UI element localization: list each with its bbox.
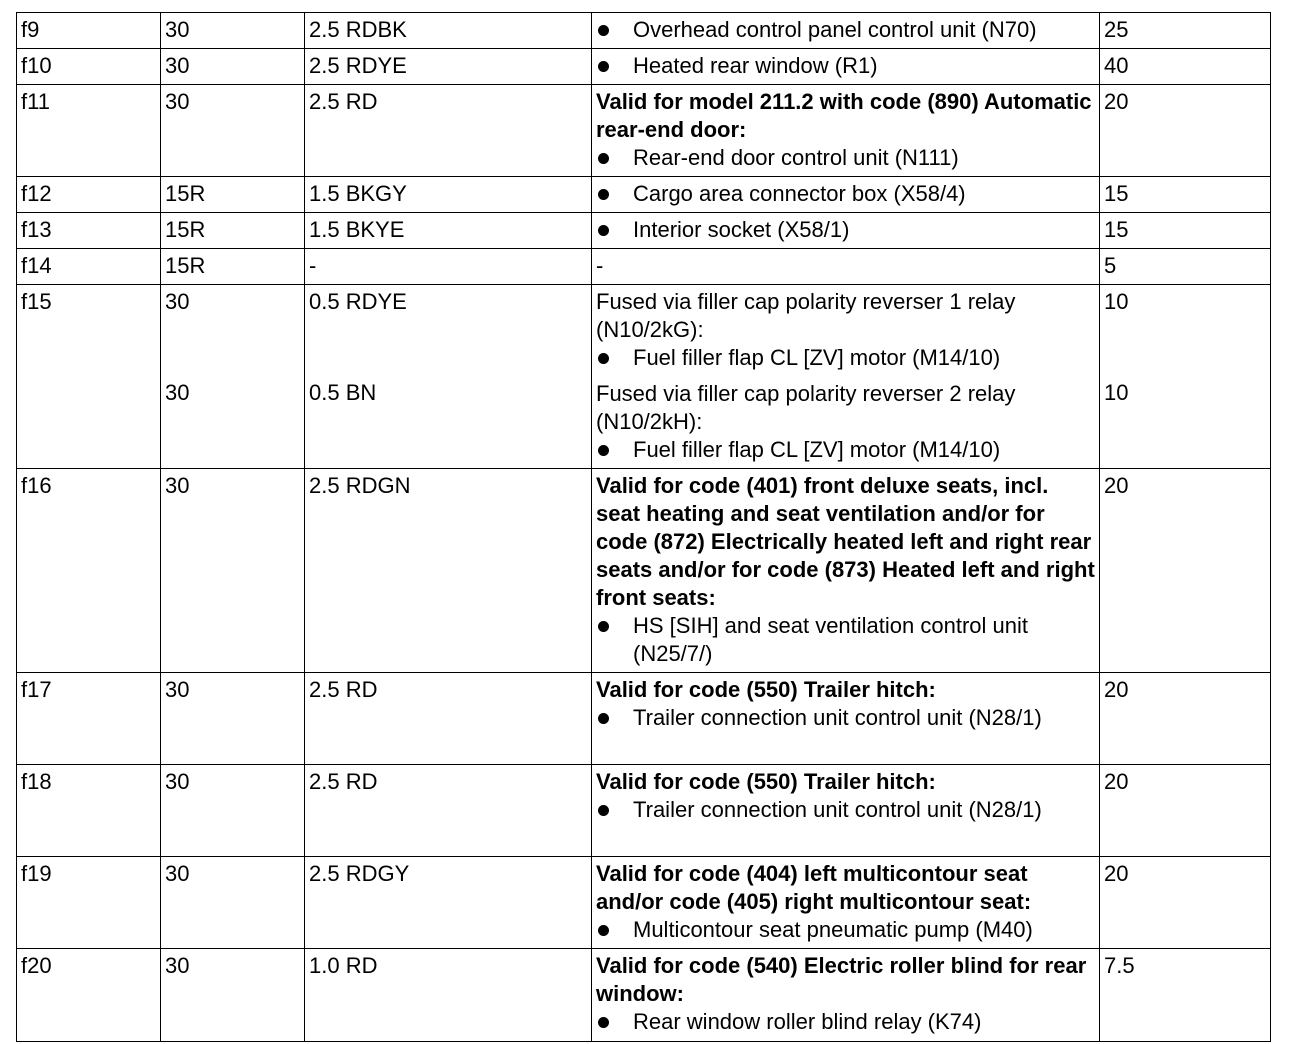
consumer-item: HS [SIH] and seat ventilation control unit (N25/7/) xyxy=(596,612,1095,668)
terminal-cell: 30 xyxy=(161,857,305,949)
wire-cell: 2.5 RD xyxy=(305,85,592,177)
validity-heading: Valid for model 211.2 with code (890) Automatic rear-end door: xyxy=(596,89,1092,142)
terminal-cell: 15R xyxy=(161,177,305,213)
wire-value: 0.5 RDYE xyxy=(309,289,407,314)
consumer-cell xyxy=(592,949,1100,1042)
table-row xyxy=(17,949,1271,1042)
terminal-cell: 30 xyxy=(161,765,305,857)
terminal-cell: 30 xyxy=(161,49,305,85)
validity-heading: Valid for code (550) Trailer hitch: xyxy=(596,769,936,794)
consumer-cell xyxy=(592,673,1100,765)
amperage-value: 10 xyxy=(1104,380,1129,405)
wire-cell: 2.5 RD xyxy=(305,765,592,857)
consumer-item: Rear-end door control unit (N111) xyxy=(596,144,1095,172)
consumer-item: Fuel filler flap CL [ZV] motor (M14/10) xyxy=(596,436,1095,464)
fuse-cell: f11 xyxy=(17,85,161,177)
wire-cell: 1.0 RD xyxy=(305,949,592,1042)
table-row xyxy=(17,177,1271,213)
validity-heading: Valid for code (550) Trailer hitch: xyxy=(596,677,936,702)
validity-heading: Valid for code (401) front deluxe seats, incl. seat heating and seat ventilation and/or for code (872) Electrically heated left and right rear seats and/or for code (873) Heated left and right front seats: xyxy=(596,473,1095,610)
fuse-cell: f20 xyxy=(17,949,161,1042)
amperage-cell: 15 xyxy=(1100,177,1271,213)
amperage-cell: 20 xyxy=(1100,469,1271,673)
consumer-note: Fused via filler cap polarity reverser 1 relay (N10/2kG): xyxy=(596,289,1016,342)
validity-heading: Valid for code (540) Electric roller blind for rear window: xyxy=(596,953,1087,1006)
table-row xyxy=(17,673,1271,765)
table-row xyxy=(17,857,1271,949)
consumer-item: Trailer connection unit control unit (N28/1) xyxy=(596,796,1095,824)
fuse-cell: f12 xyxy=(17,177,161,213)
table-row xyxy=(17,85,1271,177)
table-row xyxy=(17,213,1271,249)
amperage-cell: 7.5 xyxy=(1100,949,1271,1042)
terminal-cell xyxy=(161,285,305,469)
consumer-cell xyxy=(592,213,1100,249)
fuse-label: f15 xyxy=(21,289,52,314)
table-row xyxy=(17,285,1271,469)
consumer-note: - xyxy=(596,253,604,278)
table-row xyxy=(17,249,1271,285)
terminal-cell: 15R xyxy=(161,249,305,285)
fuse-cell: f9 xyxy=(17,13,161,49)
wire-cell: - xyxy=(305,249,592,285)
fuse-cell: f18 xyxy=(17,765,161,857)
amperage-value: 10 xyxy=(1104,289,1129,314)
table-row xyxy=(17,469,1271,673)
validity-heading: Valid for code (404) left multicontour seat and/or code (405) right multicontour seat: xyxy=(596,861,1032,914)
terminal-cell: 30 xyxy=(161,13,305,49)
amperage-cell: 20 xyxy=(1100,85,1271,177)
wire-cell: 2.5 RDBK xyxy=(305,13,592,49)
fuse-cell xyxy=(17,285,161,469)
fuse-cell: f13 xyxy=(17,213,161,249)
wire-cell: 2.5 RDYE xyxy=(305,49,592,85)
amperage-cell: 40 xyxy=(1100,49,1271,85)
amperage-cell: 5 xyxy=(1100,249,1271,285)
consumer-item: Multicontour seat pneumatic pump (M40) xyxy=(596,916,1095,944)
consumer-cell xyxy=(592,249,1100,285)
terminal-cell: 30 xyxy=(161,469,305,673)
fuse-cell: f14 xyxy=(17,249,161,285)
table-row xyxy=(17,765,1271,857)
wire-cell: 1.5 BKYE xyxy=(305,213,592,249)
consumer-cell xyxy=(592,85,1100,177)
terminal-cell: 30 xyxy=(161,949,305,1042)
amperage-cell xyxy=(1100,285,1271,469)
amperage-cell: 20 xyxy=(1100,857,1271,949)
fuse-cell: f19 xyxy=(17,857,161,949)
amperage-cell: 20 xyxy=(1100,673,1271,765)
amperage-cell: 15 xyxy=(1100,213,1271,249)
wire-value: 0.5 BN xyxy=(309,380,377,405)
fuse-cell: f10 xyxy=(17,49,161,85)
fuse-cell: f16 xyxy=(17,469,161,673)
terminal-value: 30 xyxy=(165,289,190,314)
consumer-cell xyxy=(592,765,1100,857)
consumer-item: Cargo area connector box (X58/4) xyxy=(596,180,1095,208)
consumer-item: Rear window roller blind relay (K74) xyxy=(596,1008,1095,1036)
wire-cell xyxy=(305,285,592,469)
wire-cell: 2.5 RDGY xyxy=(305,857,592,949)
table-row xyxy=(17,13,1271,49)
amperage-cell: 20 xyxy=(1100,765,1271,857)
fuse-cell: f17 xyxy=(17,673,161,765)
wire-cell: 2.5 RD xyxy=(305,673,592,765)
consumer-cell xyxy=(592,857,1100,949)
table-row xyxy=(17,49,1271,85)
consumer-cell xyxy=(592,469,1100,673)
wire-cell: 2.5 RDGN xyxy=(305,469,592,673)
consumer-cell xyxy=(592,285,1100,469)
consumer-note: Fused via filler cap polarity reverser 2 relay (N10/2kH): xyxy=(596,381,1016,434)
consumer-cell xyxy=(592,13,1100,49)
consumer-item: Trailer connection unit control unit (N28/1) xyxy=(596,704,1095,732)
consumer-item: Interior socket (X58/1) xyxy=(596,216,1095,244)
terminal-cell: 30 xyxy=(161,85,305,177)
terminal-value: 30 xyxy=(165,380,190,405)
consumer-item: Overhead control panel control unit (N70) xyxy=(596,16,1095,44)
consumer-item: Fuel filler flap CL [ZV] motor (M14/10) xyxy=(596,344,1095,372)
terminal-cell: 30 xyxy=(161,673,305,765)
fuse-table xyxy=(16,12,1271,1042)
wire-cell: 1.5 BKGY xyxy=(305,177,592,213)
consumer-item: Heated rear window (R1) xyxy=(596,52,1095,80)
amperage-cell: 25 xyxy=(1100,13,1271,49)
consumer-cell xyxy=(592,177,1100,213)
consumer-cell xyxy=(592,49,1100,85)
terminal-cell: 15R xyxy=(161,213,305,249)
